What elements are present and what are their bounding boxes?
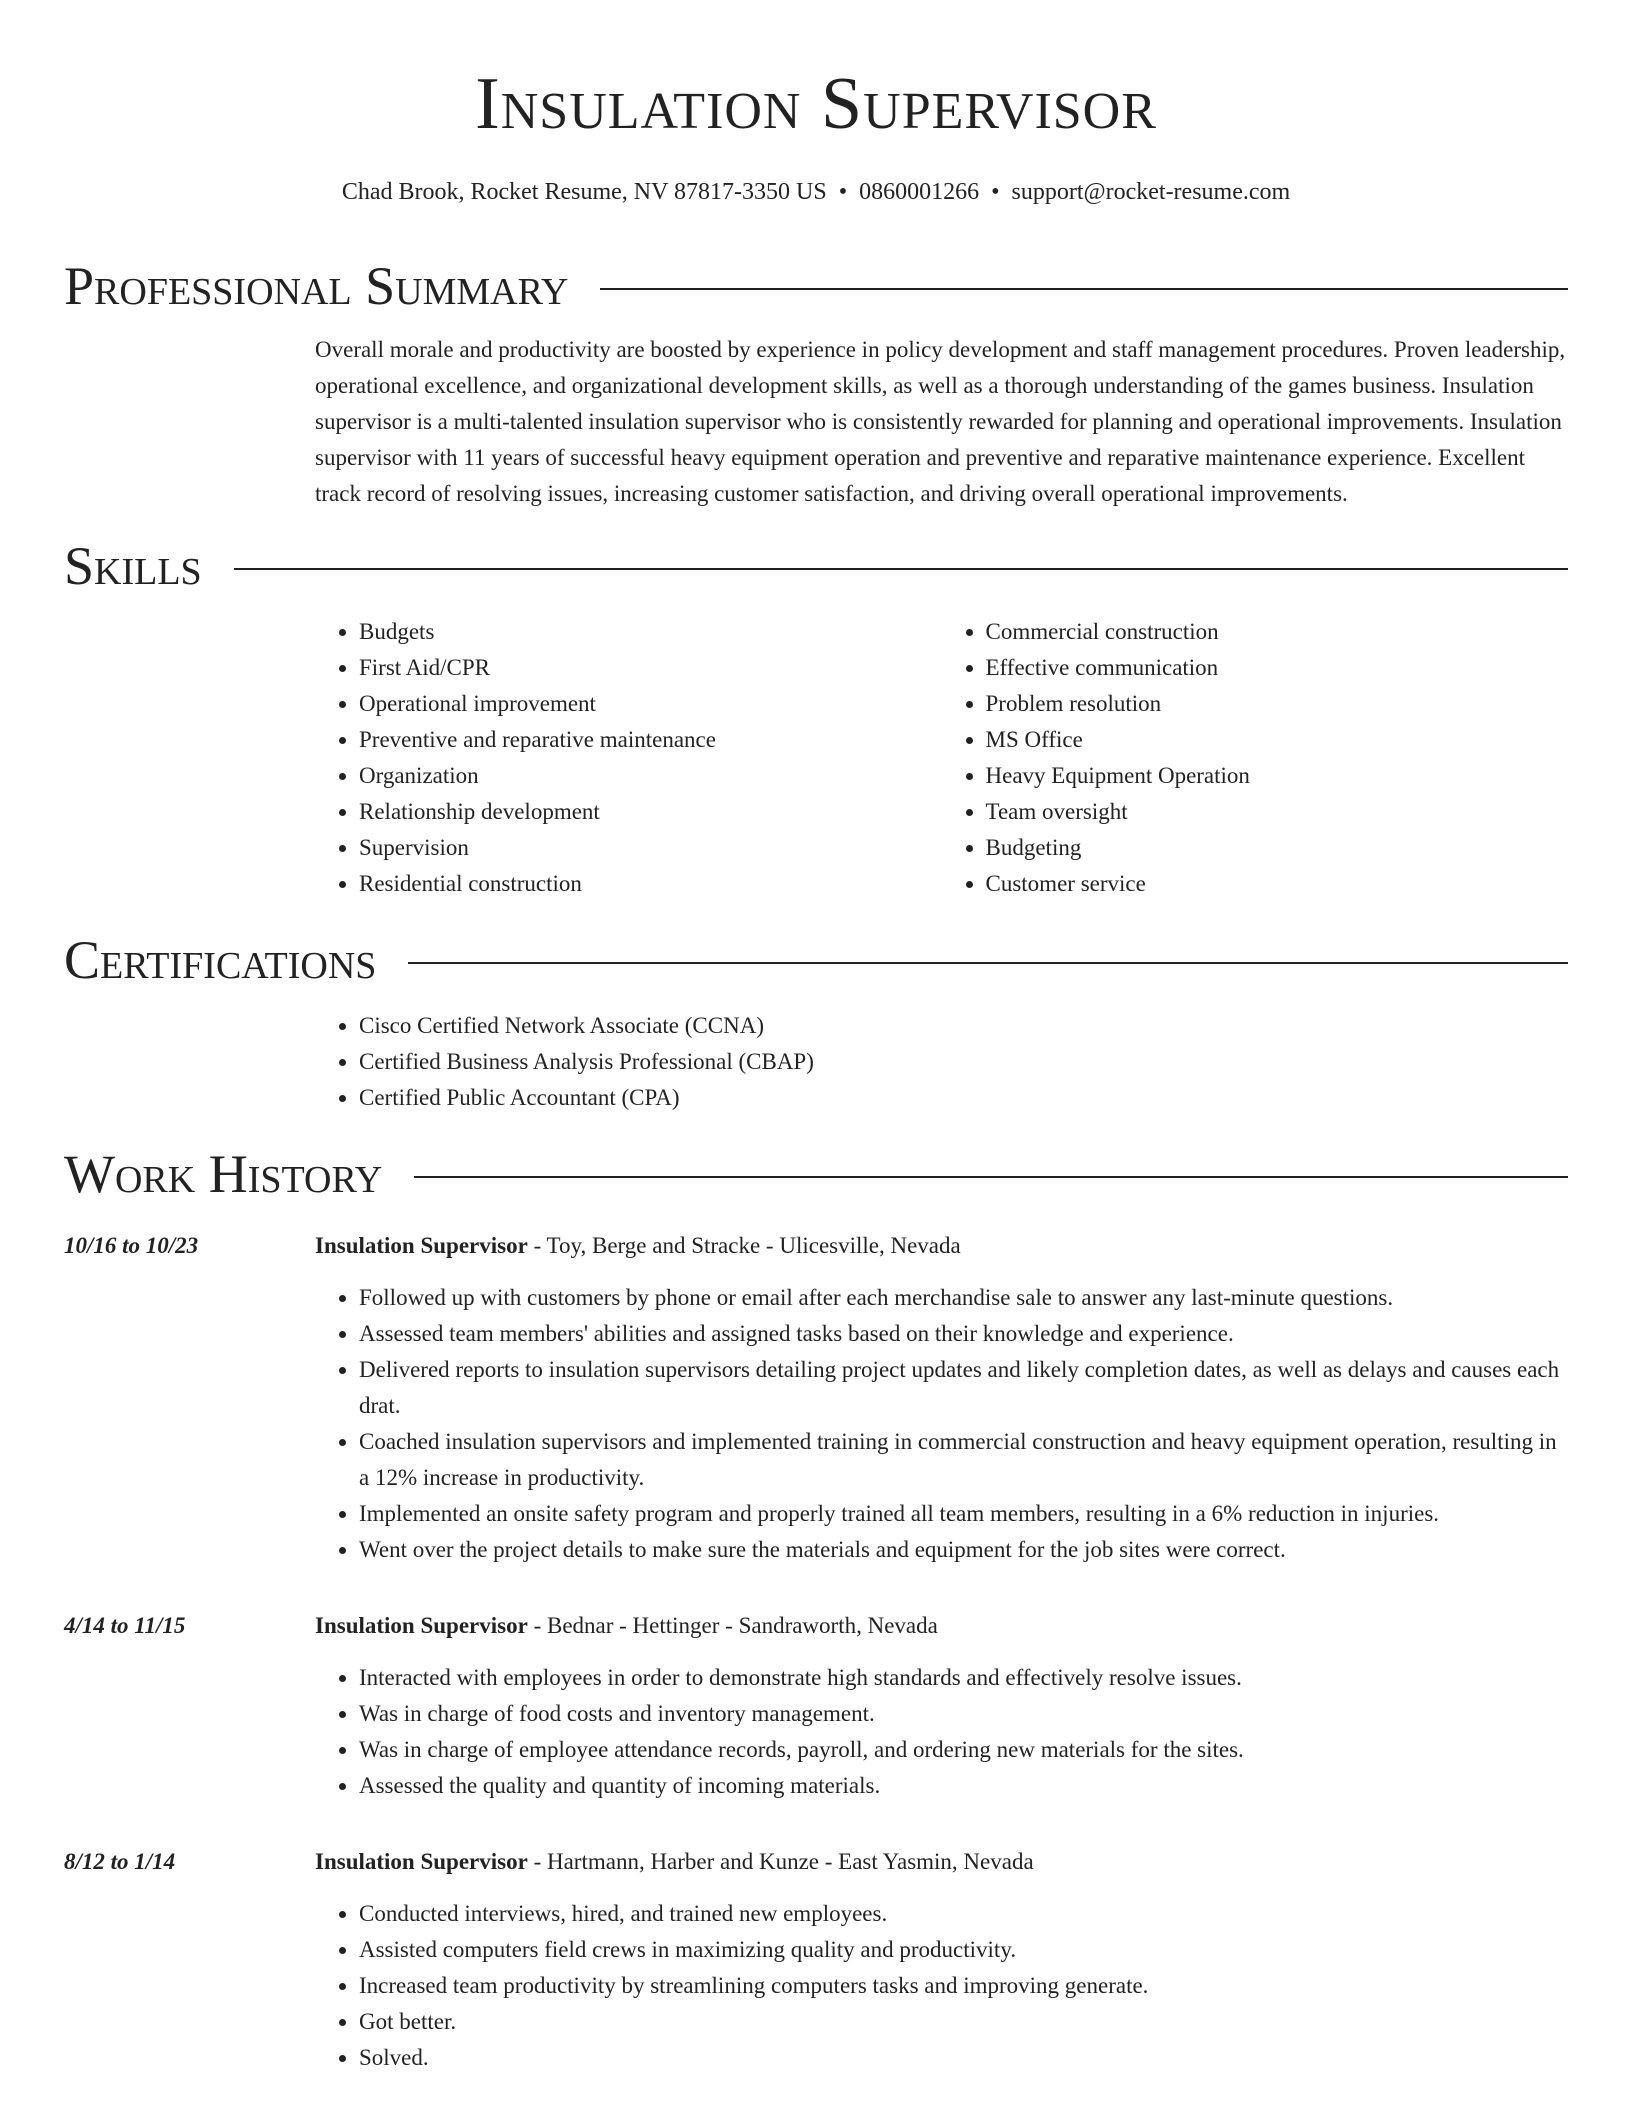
skill-item: • Supervision xyxy=(359,830,942,866)
skill-item: • Effective communication xyxy=(986,650,1569,686)
job-bullet: • Assisted computers field crews in maximizing quality and productivity. xyxy=(359,1932,1568,1968)
skill-item: • Problem resolution xyxy=(986,686,1569,722)
skill-item: • Organization xyxy=(359,758,942,794)
skill-item: • Commercial construction xyxy=(986,614,1569,650)
job-bullet: • Assessed team members' abilities and assigned tasks based on their knowledge and experience. xyxy=(359,1316,1568,1352)
job-company-location: - Toy, Berge and Stracke - Ulicesville, Nevada xyxy=(527,1233,961,1258)
skill-item: • Team oversight xyxy=(986,794,1569,830)
skill-item: • MS Office xyxy=(986,722,1569,758)
skill-item: • Budgets xyxy=(359,614,942,650)
skill-item: • Residential construction xyxy=(359,866,942,902)
job-bullet: • Interacted with employees in order to demonstrate high standards and effectively resolve issues. xyxy=(359,1660,1568,1696)
job-dates: 8/12 to 1/14 xyxy=(64,1849,176,1874)
job-bullets xyxy=(315,1896,1568,2076)
section-divider xyxy=(600,288,1568,290)
job-bullet: • Went over the project details to make sure the materials and equipment for the job sites were correct. xyxy=(359,1532,1568,1568)
contact-phone: 0860001266 xyxy=(859,179,980,205)
job-bullet: • Implemented an onsite safety program and properly trained all team members, resulting in a 6% reduction in injuries. xyxy=(359,1496,1568,1532)
job-bullet: • Was in charge of employee attendance records, payroll, and ordering new materials for the sites. xyxy=(359,1732,1568,1768)
job-role: Insulation Supervisor xyxy=(315,1849,528,1874)
contact-line xyxy=(64,176,1568,208)
resume-page xyxy=(64,0,1568,2076)
job-role: Insulation Supervisor xyxy=(315,1613,528,1638)
summary-section-header xyxy=(64,254,1568,318)
work-history-heading: Work History xyxy=(64,1144,383,1204)
section-divider xyxy=(414,1176,1568,1178)
skill-item: • Customer service xyxy=(986,866,1569,902)
job-bullet: • Got better. xyxy=(359,2004,1568,2040)
certifications-heading: Certifications xyxy=(64,930,377,990)
contact-separator: • xyxy=(991,179,1000,205)
contact-email: support@rocket-resume.com xyxy=(1011,179,1291,205)
certifications-list xyxy=(315,1008,1568,1116)
job-bullet: • Increased team productivity by streamlining computers tasks and improving generate. xyxy=(359,1968,1568,2004)
certification-item: • Cisco Certified Network Associate (CCNA) xyxy=(359,1008,1568,1044)
job-header xyxy=(315,1608,1568,1644)
skill-item: • Heavy Equipment Operation xyxy=(986,758,1569,794)
job-dates: 10/16 to 10/23 xyxy=(64,1233,199,1258)
resume-title: Insulation Supervisor xyxy=(475,63,1157,145)
certification-item: • Certified Business Analysis Professional (CBAP) xyxy=(359,1044,1568,1080)
certifications-section-header xyxy=(64,928,1568,992)
contact-address: Chad Brook, Rocket Resume, NV 87817-3350 US xyxy=(341,179,827,205)
job-header xyxy=(315,1844,1568,1880)
work-history-section-header xyxy=(64,1142,1568,1206)
job-header xyxy=(315,1228,1568,1264)
skills-list-right xyxy=(942,614,1569,902)
certification-item: • Certified Public Accountant (CPA) xyxy=(359,1080,1568,1116)
certifications-body xyxy=(315,1008,1568,1116)
section-divider xyxy=(408,962,1568,964)
job-company-location: - Hartmann, Harber and Kunze - East Yasmin, Nevada xyxy=(527,1849,1034,1874)
job-bullets xyxy=(315,1280,1568,1568)
job-entry xyxy=(64,1844,1568,2076)
job-entry xyxy=(64,1608,1568,1804)
skill-item: • Budgeting xyxy=(986,830,1569,866)
job-bullets xyxy=(315,1660,1568,1804)
skills-heading: Skills xyxy=(64,536,202,596)
job-company-location: - Bednar - Hettinger - Sandraworth, Nevada xyxy=(527,1613,938,1638)
job-bullet: • Coached insulation supervisors and implemented training in commercial construction and heavy equipment operation, resulting in a 12% increase in productivity. xyxy=(359,1424,1568,1496)
job-main xyxy=(315,1608,1568,1804)
job-bullet: • Assessed the quality and quantity of incoming materials. xyxy=(359,1768,1568,1804)
job-bullet: • Was in charge of food costs and inventory management. xyxy=(359,1696,1568,1732)
skill-item: • First Aid/CPR xyxy=(359,650,942,686)
job-dates: 4/14 to 11/15 xyxy=(64,1613,186,1638)
job-main xyxy=(315,1228,1568,1568)
skills-section-header xyxy=(64,534,1568,598)
summary-heading: Professional Summary xyxy=(64,256,569,316)
skill-item: • Preventive and reparative maintenance xyxy=(359,722,942,758)
job-main xyxy=(315,1844,1568,2076)
skills-grid xyxy=(315,614,1568,902)
job-bullet: • Delivered reports to insulation supervisors detailing project updates and likely completion dates, as well as delays and causes each drat. xyxy=(359,1352,1568,1424)
job-bullet: • Followed up with customers by phone or email after each merchandise sale to answer any last-minute questions. xyxy=(359,1280,1568,1316)
job-bullet: • Solved. xyxy=(359,2040,1568,2076)
skill-item: • Operational improvement xyxy=(359,686,942,722)
skills-list-left xyxy=(315,614,942,902)
section-divider xyxy=(234,568,1568,570)
job-entry xyxy=(64,1228,1568,1568)
skill-item: • Relationship development xyxy=(359,794,942,830)
job-role: Insulation Supervisor xyxy=(315,1233,528,1258)
contact-separator: • xyxy=(838,179,848,205)
job-bullet: • Conducted interviews, hired, and trained new employees. xyxy=(359,1896,1568,1932)
summary-text: Overall morale and productivity are boosted by experience in policy development and staff management procedures. Proven leadership, operational excellence, and organizational development skills, as well as a thorough understanding of the games business. Insulation supervisor is a multi-talented insulation supervisor who is consistently rewarded for planning and operational improvements. Insulation supervisor with 11 years of successful heavy equipment operation and preventive and reparative maintenance experience. Excellent track record of resolving issues, increasing customer satisfaction, and driving overall operational improvements. xyxy=(315,337,1566,506)
